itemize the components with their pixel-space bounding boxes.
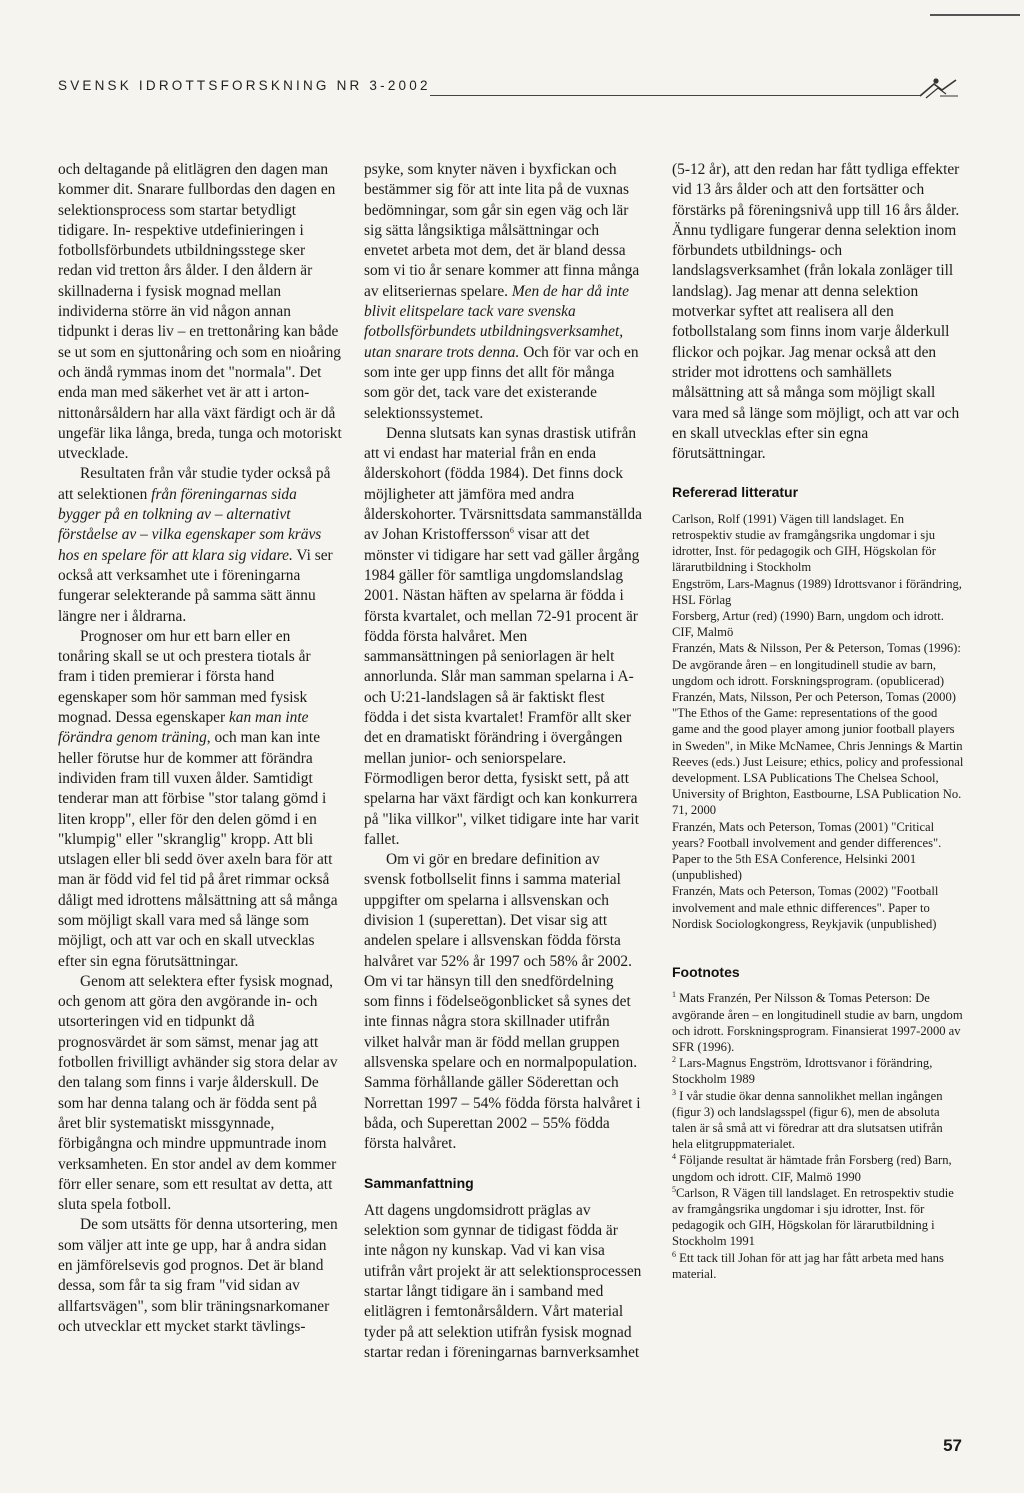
paragraph: Att dagens ungdomsidrott präglas av selektion som gynnar de tidigast födda är inte någon ny kunskap. Vad vi kan visa utifrån vårt projekt är att selektionsprocessen startar långt tidigare än i samband med elitlägren i femtonårsåldern. Vårt material tyder på att selektion utifrån fysisk mognad startar redan i föreningarnas barnverksamhet <box>364 1201 642 1361</box>
paragraph: Om vi gör en bredare definition av svensk fotbollselit finns i samma material uppgifter om spelarna i allsvenskan och division 1 (superettan). Det visar sig att andelen spelare i allsvenskan födda första halvåret var 52% år 1997 och 58% år 2002. Om vi tar hänsyn till den snedfördelning som finns i födelseögonblicket så synes det inte finnas några stora skillnader utifrån vilket halvår man är född mellan gruppen allsvenska spelare och en normalpopulation. Samma förhållande gäller Söderettan och Norrettan 1997 – 54% födda första halvåret i båda, och Superettan 2002 – 55% födda första halvåret. <box>364 851 641 1153</box>
page-number: 57 <box>943 1436 962 1455</box>
footnote-item: $^1$ Mats Franzén, Per Nilsson & Tomas Peterson: De avgörande åren – en longitudinell studie av barn, ungdom och idrott. Forskningsprogram. Finansierat 1997-2000 av SFR (1996). <box>672 990 963 1054</box>
paragraph: Denna slutsats kan synas drastisk utifrån att vi endast har material från en enda ålderskohort (födda 1984). Det finns dock möjligheter att jämföra med andra ålderskohorter. Tvärsnittsdata sammanställda av Johan Kristoffersson$^6$ visar att det mönster vi tidigare har sett vad gäller årgång 1984 gäller för samtliga ungdomslandslag 2001. Nästan häften av spelarna är födda i första kvartalet, och mellan 72-91 procent är födda första halvåret. Men sammansättningen på seniorlagen är helt annorlunda. Slår man samman spelarna i A- och U:21-landslagen så är faktiskt flest födda i det sista kvartalet! Framför allt sker det en dramatiskt förändring i övergången mellan junior- och seniorspelare. Förmodligen beror detta, fysiskt sett, på att spelarna har växt färdigt och kan konkurrera på "lika villkor", vilket tidigare inte har varit fallet. <box>364 424 642 848</box>
paragraph: och deltagande på elitlägren den dagen man kommer dit. Snarare fullbordas den dagen en selektionsprocess som startar betydligt tidigare. In- respektive utdefinieringen i fotbollsförbundets utbildningsstege sker redan vid tretton års ålder. I den åldern är skillnaderna i fysisk mognad mellan individerna större än vid någon annan tidpunkt i deras liv – en trettonåring kan både se ut som en sjuttonåring och som en nioåring och ändå rymmas inom det "normala". Det enda man med säkerhet vet är att i arton-nittonårsåldern har alla växt färdigt och är då ungefär lika långa, breda, tunga och motoriskt utvecklade. <box>58 161 342 463</box>
column-2 <box>364 160 642 1363</box>
footnote-item: $^2$ Lars-Magnus Engström, Idrottsvanor i förändring, Stockholm 1989 <box>672 1054 933 1087</box>
paragraph: Resultaten från vår studie tyder också på att selektionen från föreningarnas sida bygger på en tolkning av – alternativt förståelse av – vilka egenskaper som krävs hos en spelare för att klara sig vidare. Vi ser också att verksamhet ute i föreningarna fungerar selekterande på samma sätt ännu längre ner i åldrarna. <box>58 465 333 625</box>
header-rule <box>430 95 920 96</box>
reference-item: Carlson, Rolf (1991) Vägen till landslaget. En retrospektiv studie av framgångsrika ungdomar i sju idrotter, Inst. för pedagogik och GIH, Högskolan för lärarutbildning i Stockholm <box>672 511 936 575</box>
references-heading: Refererad litteratur <box>672 484 799 501</box>
paragraph: De som utsätts för denna utsortering, men som väljer att inte ge upp, har å andra sidan en jämförelsevis god prognos. Det är bland dessa, som får ta sig fram "vid sidan av allfartsvägen", som blir träningsnarkomaner och utvecklar ett mycket starkt tävlings- <box>58 1216 338 1335</box>
journal-title: SVENSK IDROTTSFORSKNING NR 3-2002 <box>58 78 431 93</box>
top-edge-rule <box>930 14 1020 16</box>
running-header <box>58 78 960 102</box>
paragraph: Prognoser om hur ett barn eller en tonåring skall se ut och prestera tiotals år fram i tiden premierar i första hand egenskaper som hör samman med fysisk mognad. Dessa egenskaper kan man inte förändra genom träning, och man kan inte heller förutse hur de kommer att förändra individen fram till vuxen ålder. Samtidigt tenderar man att förbise "stor talang gömd i liten kropp", eller för den delen gömd i en "klumpig" eller "skranglig" kropp. Att bli utslagen eller bli sedd över axeln bara för att man är född vid fel tid på året rimmar också dåligt med idrottens målsättning att så många som möjligt skall vara med så länge som möjligt, och att var och en skall utvecklas efter sin egna förutsättningar. <box>58 627 338 970</box>
footnote-list <box>672 990 964 1282</box>
footnote-item: $^3$ I vår studie ökar denna sannolikhet mellan ingången (figur 3) och landslagsspel (figur 6), men de absoluta talen är så små att vi föredrar att dra slutsatsen utifrån hela elitgruppmaterialet. <box>672 1087 943 1152</box>
column-1 <box>58 160 343 1337</box>
reference-item: Franzén, Mats, Nilsson, Per och Peterson, Tomas (2000) "The Ethos of the Game: representations of the good game and the good player among junior football players in Sweden", in Mike McNamee, Chris Jennings & Martin Reeves (eds.) Just Leisure; ethics, policy and professional development. LSA Publications The Chelsea School, University of Brighton, Eastbourne, LSA Publication No. 71, 2000 <box>672 689 964 818</box>
reference-item: Franzén, Mats och Peterson, Tomas (2002) "Football involvement and male ethnic differences". Paper to Nordisk Sociologkongress, Reykjavik (unpublished) <box>672 884 939 931</box>
footnote-item: $^5$Carlson, R Vägen till landslaget. En retrospektiv studie av framgångsrika ungdomar i sju idrotter, Inst. för pedagogik och GIH, Högskolan för lärarutbildning i Stockholm 1991 <box>672 1184 954 1249</box>
paragraph: Genom att selektera efter fysisk mognad, och genom att göra den avgörande in- och utsorteringen vid en tidpunkt då prognosvärdet är som sämst, menar jag att fotbollen frivilligt avhänder sig stora delar av den talang som finns i varje ålderskull. De som har denna talang och är födda sent på året blir systematiskt missgynnade, förbigångna och mindre uppmuntrade inom verksamheten. En stor andel av dem kommer förr eller senare, som ett resultat av detta, att sluta spela fotboll. <box>58 972 338 1214</box>
reference-item: Engström, Lars-Magnus (1989) Idrottsvanor i förändring, HSL Förlag <box>672 576 962 607</box>
paragraph: (5-12 år), att den redan har fått tydliga effekter vid 13 års ålder och att den fortsätter och förstärks på föreningsnivå upp till 16 års ålder. Ännu tydligare fungerar denna selektion inom förbundets utbildnings- och landslagsverksamhet (från lokala zonläger till landslag). Jag menar att denna selektion motverkar syftet att realisera all den fotbollstalang som finns inom varje ålderkull flickor och pojkar. Jag menar också att den strider mot idrottens och samhällets målsättning att så många som möjligt skall vara med så länge som möjligt, och att var och en skall utvecklas efter sin egna förutsättningar. <box>672 161 960 463</box>
footnotes-heading: Footnotes <box>672 964 740 981</box>
paragraph: psyke, som knyter näven i byxfickan och bestämmer sig för att inte lita på de vuxnas bedömningar, som går sin egen väg och lär sig sätta långsiktiga målsättningar och envetet arbeta mot dem, det är bland dessa som vi tio år senare kommer att finna många av elitseriernas spelare. Men de har då inte blivit elitspelare tack vare svenska fotbollsförbundets utbildningsverksamhet, utan snarare trots denna. Och för var och en som inte ger upp finns det allt för många som gör det, tack vare det existerande selektionssystemet. <box>364 161 640 422</box>
column-3 <box>672 160 964 1282</box>
footnote-marker: 6 <box>509 526 514 536</box>
footnote-item: $^4$ Följande resultat är hämtade från Forsberg (red) Barn, ungdom och idrott. CIF, Malmö 1990 <box>672 1152 952 1184</box>
footnote-item: $^6$ Ett tack till Johan för att jag har fått arbeta med hans material. <box>672 1249 944 1281</box>
reference-item: Forsberg, Artur (red) (1990) Barn, ungdom och idrott. CIF, Malmö <box>672 608 944 640</box>
reference-list <box>672 511 964 932</box>
reference-item: Franzén, Mats & Nilsson, Per & Peterson, Tomas (1996): De avgörande åren – en longitudinell studie av barn, ungdom och idrott. Forskningsprogram. (opublicerad) <box>672 641 961 688</box>
journal-logo-icon <box>916 74 960 102</box>
summary-heading: Sammanfattning <box>364 1174 474 1191</box>
reference-item: Franzén, Mats och Peterson, Tomas (2001) "Critical years? Football involvement and gender differences". Paper to the 5th ESA Conference, Helsinki 2001 (unpublished) <box>672 819 942 883</box>
